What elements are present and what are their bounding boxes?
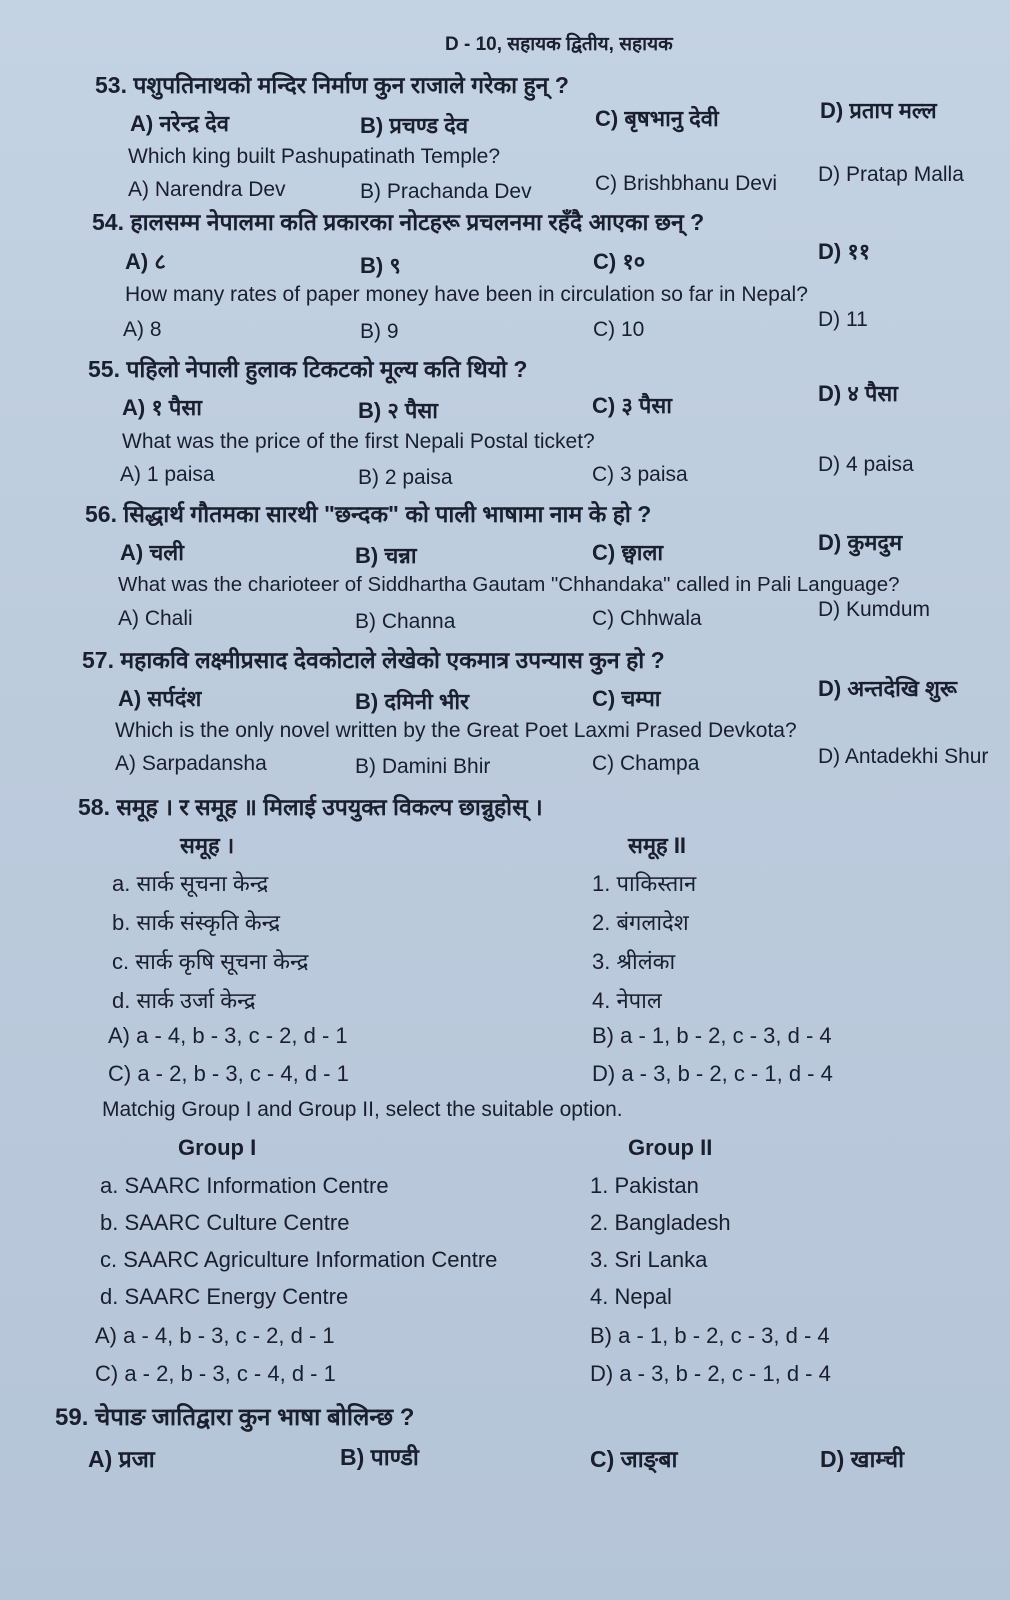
question-56-en: What was the charioteer of Siddhartha Gautam "Chhandaka" called in Pali Language? [118,573,900,596]
group2-item-2-np: 2. बंगलादेश [592,910,689,935]
q57-en-option-a: A) Sarpadansha [115,752,267,775]
question-55-en: What was the price of the first Nepali Postal ticket? [122,430,595,453]
group1-item-b-en: b. SAARC Culture Centre [100,1210,350,1235]
question-55-np: 55. पहिलो नेपाली हुलाक टिकटको मूल्य कति थियो ? [88,356,528,382]
q58-en-option-d: D) a - 3, b - 2, c - 1, d - 4 [590,1361,831,1386]
q53-np-option-a: A) नरेन्द्र देव [130,111,230,136]
q54-np-option-c: C) १० [593,249,646,274]
q57-np-option-c: C) चम्पा [592,686,661,711]
q57-en-option-c: C) Champa [592,752,700,775]
group1-item-d-np: d. सार्क उर्जा केन्द्र [112,988,256,1013]
question-54-np: 54. हालसम्म नेपालमा कति प्रकारका नोटहरू प्रचलनमा रहँदै आएका छन् ? [92,209,705,235]
q55-np-option-b: B) २ पैसा [358,398,438,423]
question-59-np: 59. चेपाङ जातिद्वारा कुन भाषा बोलिन्छ ? [55,1404,415,1431]
q54-np-option-a: A) ८ [125,249,166,274]
group2-item-1-np: 1. पाकिस्तान [592,871,697,896]
q53-np-option-d: D) प्रताप मल्ल [820,98,937,123]
group1-item-b-np: b. सार्क संस्कृति केन्द्र [112,910,281,935]
group2-item-1-en: 1. Pakistan [590,1173,699,1198]
group2-item-3-np: 3. श्रीलंका [592,949,676,974]
q56-np-option-d: D) कुमदुम [818,530,903,555]
group2-heading-np: समूह II [628,833,687,858]
q53-np-option-c: C) बृषभानु देवी [595,106,719,131]
q54-en-option-d: D) 11 [818,308,868,331]
q58-np-option-b: B) a - 1, b - 2, c - 3, d - 4 [592,1023,832,1048]
q54-np-option-b: B) ९ [360,253,401,278]
q55-en-option-a: A) 1 paisa [120,463,215,486]
q58-np-option-a: A) a - 4, b - 3, c - 2, d - 1 [108,1023,348,1048]
q55-en-option-d: D) 4 paisa [818,453,914,476]
group1-item-c-np: c. सार्क कृषि सूचना केन्द्र [112,949,309,974]
q59-np-option-a: A) प्रजा [88,1446,155,1472]
q58-en-option-c: C) a - 2, b - 3, c - 4, d - 1 [95,1361,336,1386]
group2-item-4-en: 4. Nepal [590,1284,672,1309]
group2-item-4-np: 4. नेपाल [592,988,662,1013]
q57-en-option-d: D) Antadekhi Shur [818,745,989,768]
group2-heading-en: Group II [628,1135,713,1160]
q59-np-option-b: B) पाण्डी [340,1444,419,1470]
q56-en-option-c: C) Chhwala [592,607,702,630]
q57-np-option-d: D) अन्तदेखि शुरू [818,676,957,701]
q55-np-option-a: A) १ पैसा [122,395,202,420]
q55-np-option-c: C) ३ पैसा [592,393,672,418]
question-58-np: 58. समूह । र समूह ॥ मिलाई उपयुक्त विकल्प छान्नुहोस् । [78,794,543,820]
question-54-en: How many rates of paper money have been in circulation so far in Nepal? [125,283,808,306]
q55-np-option-d: D) ४ पैसा [818,381,898,406]
group1-heading-en: Group I [178,1135,257,1160]
q58-np-option-c: C) a - 2, b - 3, c - 4, d - 1 [108,1061,349,1086]
q56-np-option-a: A) चली [120,540,184,565]
question-53-np: 53. पशुपतिनाथको मन्दिर निर्माण कुन राजाले गरेका हुन् ? [95,72,569,98]
page-header: D - 10, सहायक द्वितीय, सहायक [445,34,673,55]
q54-en-option-a: A) 8 [123,318,162,341]
q54-en-option-b: B) 9 [360,320,399,343]
group1-item-d-en: d. SAARC Energy Centre [100,1284,349,1309]
q56-en-option-a: A) Chali [118,607,193,630]
q57-np-option-b: B) दमिनी भीर [355,689,470,714]
q54-en-option-c: C) 10 [593,318,645,341]
q58-en-option-b: B) a - 1, b - 2, c - 3, d - 4 [590,1323,830,1348]
q56-en-option-b: B) Channa [355,610,456,633]
group1-heading-np: समूह । [180,833,235,858]
q56-np-option-c: C) छ्वाला [592,540,664,565]
group1-item-a-en: a. SAARC Information Centre [100,1173,389,1198]
question-57-np: 57. महाकवि लक्ष्मीप्रसाद देवकोटाले लेखेको एकमात्र उपन्यास कुन हो ? [82,647,665,673]
q59-np-option-c: C) जाङ्बा [590,1446,678,1472]
group2-item-2-en: 2. Bangladesh [590,1210,731,1235]
question-57-en: Which is the only novel written by the Great Poet Laxmi Prased Devkota? [115,719,797,742]
q53-en-option-a: A) Narendra Dev [128,178,286,201]
question-58-en: Matchig Group I and Group II, select the suitable option. [102,1098,623,1121]
group2-item-3-en: 3. Sri Lanka [590,1247,708,1272]
group1-item-a-np: a. सार्क सूचना केन्द्र [112,871,269,896]
q55-en-option-b: B) 2 paisa [358,466,453,489]
question-53-en: Which king built Pashupatinath Temple? [128,145,501,168]
q53-np-option-b: B) प्रचण्ड देव [360,113,469,138]
q59-np-option-d: D) खाम्ची [820,1446,905,1472]
q55-en-option-c: C) 3 paisa [592,463,688,486]
q53-en-option-d: D) Pratap Malla [818,163,964,186]
q54-np-option-d: D) ११ [818,239,871,264]
q58-en-option-a: A) a - 4, b - 3, c - 2, d - 1 [95,1323,335,1348]
question-56-np: 56. सिद्धार्थ गौतमका सारथी "छन्दक" को पाली भाषामा नाम के हो ? [85,501,652,527]
q57-np-option-a: A) सर्पदंश [118,686,202,711]
q53-en-option-c: C) Brishbhanu Devi [595,172,778,195]
q56-np-option-b: B) चन्ना [355,543,417,568]
q53-en-option-b: B) Prachanda Dev [360,180,532,203]
q57-en-option-b: B) Damini Bhir [355,755,491,778]
group1-item-c-en: c. SAARC Agriculture Information Centre [100,1247,498,1272]
q58-np-option-d: D) a - 3, b - 2, c - 1, d - 4 [592,1061,833,1086]
q56-en-option-d: D) Kumdum [818,598,931,621]
